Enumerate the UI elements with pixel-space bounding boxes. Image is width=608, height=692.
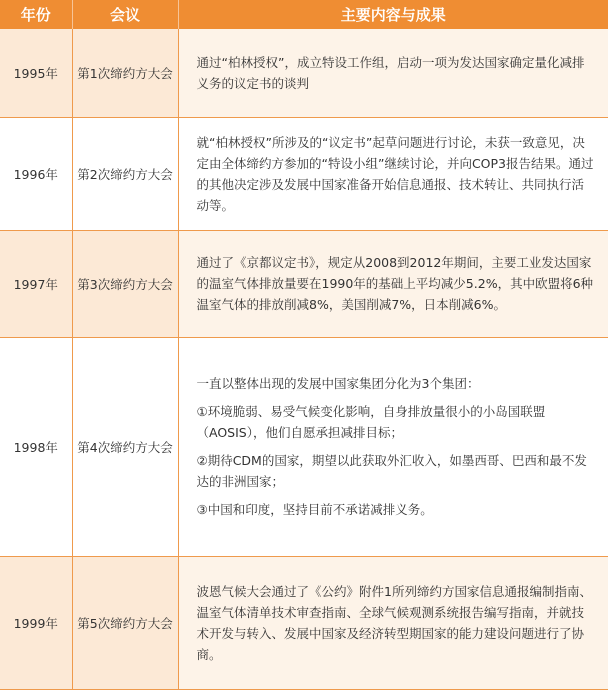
header-year: 年份: [0, 0, 72, 29]
year-cell: 1996年: [0, 117, 72, 230]
content-text: 通过了《京都议定书》，规定从2008到2012年期间，主要工业发达国家的温室气体排放量要在1990年的基础上平均减少5.2%，其中欧盟将6种温室气体的排放削减8%，美国削减7%，日本削减6%。: [196, 255, 594, 312]
table-row: [0, 230, 608, 337]
table-row: [0, 29, 608, 117]
content-text: 就“柏林授权”所涉及的“议定书”起草问题进行讨论，未获一致意见，决定由全体缔约方参加的“特设小组”继续讨论，并向COP3报告结果。通过的其他决定涉及发展中国家准备开始信息通报、技术转让、共同执行活动等。: [196, 134, 594, 213]
header-meeting: 会议: [72, 0, 178, 29]
table-row: [0, 117, 608, 230]
year-cell: 1999年: [0, 556, 72, 689]
table-header-row: [0, 0, 608, 29]
content-cell: [178, 117, 608, 230]
content-text: ③中国和印度，坚持目前不承诺减排义务。: [196, 502, 433, 517]
year-cell: 1997年: [0, 230, 72, 337]
content-cell: [178, 230, 608, 337]
year-cell: 1998年: [0, 337, 72, 556]
content-text: 波恩气候大会通过了《公约》附件1所列缔约方国家信息通报编制指南、温室气体清单技术审查指南、全球气候观测系统报告编写指南，并就技术开发与转入、发展中国家及经济转型期国家的能力建设问题进行了协商。: [196, 583, 592, 662]
content-text: 通过“柏林授权”，成立特设工作组，启动一项为发达国家确定量化减排义务的议定书的谈判: [196, 54, 585, 91]
meeting-cell: 第3次缔约方大会: [72, 230, 178, 337]
meeting-cell: 第4次缔约方大会: [72, 337, 178, 556]
content-text: ①环境脆弱、易受气候变化影响，自身排放量很小的小岛国联盟（AOSIS），他们自愿承担减排目标；: [196, 404, 546, 440]
table-row: [0, 337, 608, 556]
content-cell: [178, 337, 608, 556]
meeting-cell: 第1次缔约方大会: [72, 29, 178, 117]
meeting-cell: 第5次缔约方大会: [72, 556, 178, 689]
content-text: 一直以整体出现的发展中国家集团分化为3个集团：: [196, 376, 480, 391]
meeting-cell: 第2次缔约方大会: [72, 117, 178, 230]
year-cell: 1995年: [0, 29, 72, 117]
content-cell: [178, 556, 608, 689]
content-text: ②期待CDM的国家，期望以此获取外汇收入，如墨西哥、巴西和最不发达的非洲国家；: [196, 453, 587, 489]
content-cell: [178, 29, 608, 117]
header-content: 主要内容与成果: [178, 0, 608, 29]
table-row: [0, 556, 608, 689]
